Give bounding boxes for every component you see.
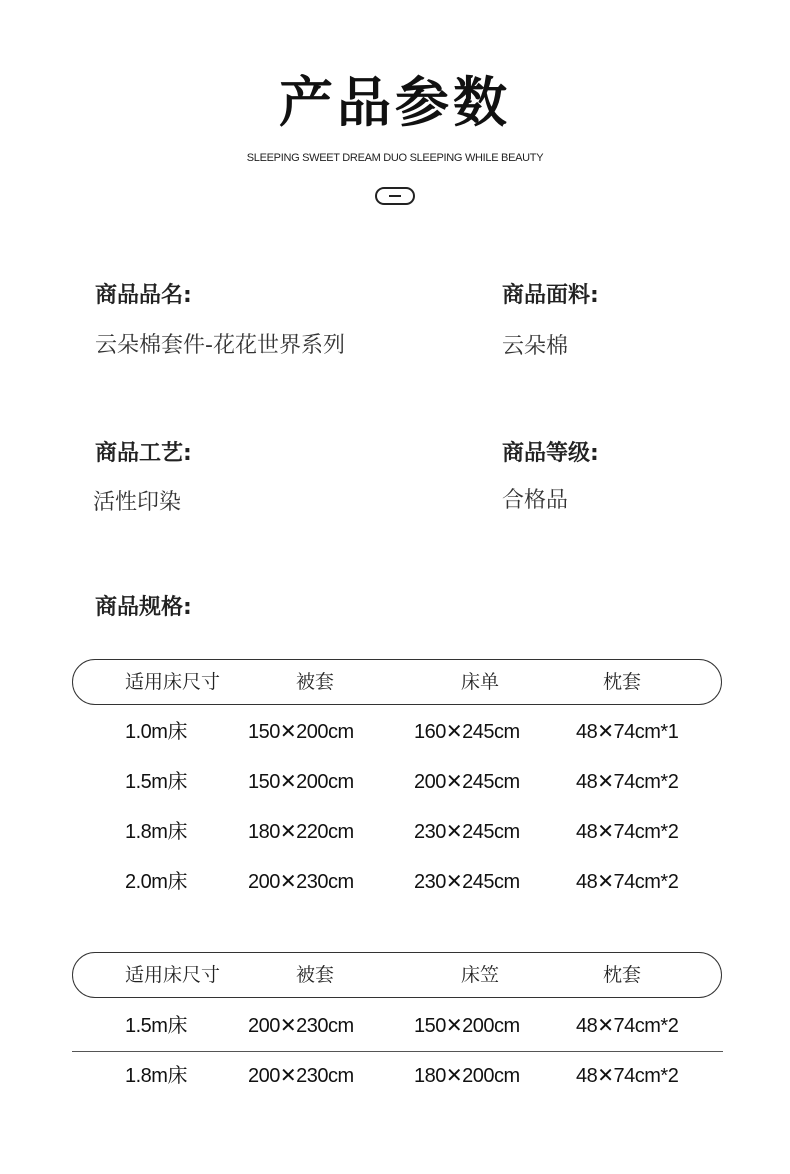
table-cell: 48✕74cm*2 [576,1065,679,1087]
table1-header-sheet: 床单 [461,671,500,693]
table2-header-fitted-sheet: 床笠 [461,964,500,986]
page-subtitle: SLEEPING SWEET DREAM DUO SLEEPING WHILE BEAUTY [246,152,544,164]
table-cell: 2.0m床 [125,871,187,893]
product-name-label: 商品品名: [95,283,192,308]
table1-header-duvet: 被套 [296,671,335,693]
table-cell: 200✕230cm [248,871,354,893]
table1-header [72,659,722,705]
table-cell: 200✕230cm [248,1065,354,1087]
table-cell: 1.8m床 [125,821,187,843]
table-cell: 230✕245cm [414,821,520,843]
spec-label: 商品规格: [95,595,192,620]
grade-label: 商品等级: [502,441,599,466]
table-cell: 1.5m床 [125,771,187,793]
row-divider [72,1051,723,1052]
table2-header-size: 适用床尺寸 [125,964,221,986]
table-cell: 1.8m床 [125,1065,187,1087]
table1-header-size: 适用床尺寸 [125,671,221,693]
table-row [72,1008,722,1044]
table2-header-duvet: 被套 [296,964,335,986]
table-cell: 180✕220cm [248,821,354,843]
table2-header [72,952,722,998]
table-row [72,814,722,850]
table-row [72,714,722,750]
minus-pill-icon [375,187,415,205]
table2-header-pillow: 枕套 [603,964,642,986]
table1-header-pillow: 枕套 [603,671,642,693]
table-cell: 48✕74cm*2 [576,821,679,843]
fabric-value: 云朵棉 [502,334,569,359]
table-cell: 200✕245cm [414,771,520,793]
table-cell: 180✕200cm [414,1065,520,1087]
table-cell: 48✕74cm*2 [576,871,679,893]
table-cell: 150✕200cm [414,1015,520,1037]
craft-label: 商品工艺: [95,441,192,466]
grade-value: 合格品 [502,488,569,513]
table-cell: 230✕245cm [414,871,520,893]
table-cell: 150✕200cm [248,771,354,793]
table-cell: 200✕230cm [248,1015,354,1037]
table-cell: 48✕74cm*2 [576,1015,679,1037]
table-row [72,1058,722,1094]
table-row [72,764,722,800]
product-name-value: 云朵棉套件-花花世界系列 [95,333,345,358]
table-cell: 1.5m床 [125,1015,187,1037]
table-cell: 48✕74cm*2 [576,771,679,793]
fabric-label: 商品面料: [502,283,599,308]
craft-value: 活性印染 [93,490,182,515]
page-title: 产品参数 [279,71,511,134]
table-cell: 1.0m床 [125,721,187,743]
table-cell: 160✕245cm [414,721,520,743]
table-cell: 150✕200cm [248,721,354,743]
table-row [72,864,722,900]
table-cell: 48✕74cm*1 [576,721,679,743]
